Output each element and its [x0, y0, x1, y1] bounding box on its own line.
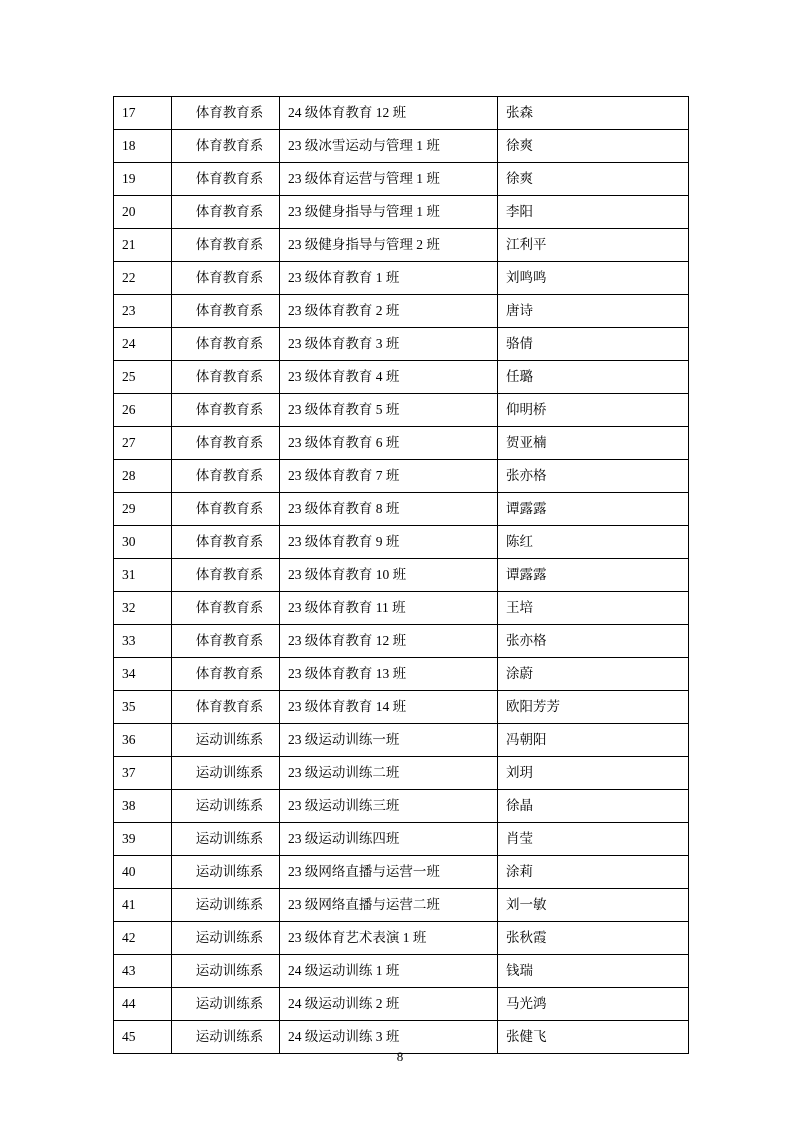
cell-class: 24 级体育教育 12 班: [280, 97, 498, 130]
cell-index: 32: [114, 592, 172, 625]
cell-index: 35: [114, 691, 172, 724]
cell-name: 唐诗: [498, 295, 689, 328]
cell-department: 体育教育系: [172, 130, 280, 163]
cell-index: 36: [114, 724, 172, 757]
cell-name: 谭露露: [498, 493, 689, 526]
table-row: [114, 889, 689, 922]
table-row: [114, 394, 689, 427]
cell-class: 23 级体育教育 1 班: [280, 262, 498, 295]
cell-name: 冯朝阳: [498, 724, 689, 757]
cell-name: 陈红: [498, 526, 689, 559]
table-row: [114, 988, 689, 1021]
table-row: [114, 658, 689, 691]
roster-table-container: [113, 96, 688, 1054]
cell-name: 涂莉: [498, 856, 689, 889]
cell-index: 42: [114, 922, 172, 955]
cell-name: 徐晶: [498, 790, 689, 823]
cell-name: 钱瑞: [498, 955, 689, 988]
table-row: [114, 163, 689, 196]
cell-index: 18: [114, 130, 172, 163]
cell-department: 体育教育系: [172, 691, 280, 724]
table-row: [114, 295, 689, 328]
cell-class: 23 级健身指导与管理 2 班: [280, 229, 498, 262]
table-row: [114, 196, 689, 229]
table-row: [114, 823, 689, 856]
cell-index: 26: [114, 394, 172, 427]
cell-class: 23 级运动训练三班: [280, 790, 498, 823]
cell-department: 运动训练系: [172, 922, 280, 955]
cell-department: 体育教育系: [172, 460, 280, 493]
cell-name: 贺亚楠: [498, 427, 689, 460]
cell-name: 张健飞: [498, 1021, 689, 1054]
cell-name: 马光鸿: [498, 988, 689, 1021]
cell-department: 体育教育系: [172, 592, 280, 625]
table-row: [114, 790, 689, 823]
cell-name: 徐爽: [498, 130, 689, 163]
cell-department: 体育教育系: [172, 361, 280, 394]
cell-department: 体育教育系: [172, 295, 280, 328]
table-row: [114, 757, 689, 790]
cell-index: 43: [114, 955, 172, 988]
cell-class: 23 级体育教育 5 班: [280, 394, 498, 427]
cell-index: 39: [114, 823, 172, 856]
cell-index: 45: [114, 1021, 172, 1054]
cell-index: 19: [114, 163, 172, 196]
cell-class: 23 级体育运营与管理 1 班: [280, 163, 498, 196]
cell-name: 任璐: [498, 361, 689, 394]
table-row: [114, 955, 689, 988]
cell-name: 刘一敏: [498, 889, 689, 922]
cell-department: 运动训练系: [172, 724, 280, 757]
cell-department: 运动训练系: [172, 790, 280, 823]
cell-index: 25: [114, 361, 172, 394]
cell-class: 23 级网络直播与运营二班: [280, 889, 498, 922]
cell-name: 刘鸣鸣: [498, 262, 689, 295]
cell-class: 23 级体育教育 10 班: [280, 559, 498, 592]
cell-class: 23 级体育艺术表演 1 班: [280, 922, 498, 955]
cell-name: 刘玥: [498, 757, 689, 790]
cell-class: 23 级运动训练一班: [280, 724, 498, 757]
table-row: [114, 559, 689, 592]
table-row: [114, 427, 689, 460]
cell-department: 体育教育系: [172, 493, 280, 526]
cell-class: 23 级运动训练二班: [280, 757, 498, 790]
cell-index: 37: [114, 757, 172, 790]
table-row: [114, 922, 689, 955]
cell-class: 23 级体育教育 11 班: [280, 592, 498, 625]
cell-class: 23 级体育教育 13 班: [280, 658, 498, 691]
cell-class: 23 级体育教育 12 班: [280, 625, 498, 658]
cell-class: 23 级运动训练四班: [280, 823, 498, 856]
cell-class: 23 级体育教育 2 班: [280, 295, 498, 328]
cell-index: 44: [114, 988, 172, 1021]
cell-name: 涂蔚: [498, 658, 689, 691]
cell-department: 运动训练系: [172, 988, 280, 1021]
cell-class: 23 级体育教育 4 班: [280, 361, 498, 394]
cell-name: 仰明桥: [498, 394, 689, 427]
cell-class: 23 级体育教育 7 班: [280, 460, 498, 493]
cell-department: 体育教育系: [172, 196, 280, 229]
table-row: [114, 592, 689, 625]
cell-index: 33: [114, 625, 172, 658]
cell-department: 体育教育系: [172, 658, 280, 691]
cell-name: 徐爽: [498, 163, 689, 196]
cell-department: 运动训练系: [172, 856, 280, 889]
cell-department: 体育教育系: [172, 97, 280, 130]
cell-index: 27: [114, 427, 172, 460]
cell-name: 李阳: [498, 196, 689, 229]
cell-index: 41: [114, 889, 172, 922]
cell-name: 张秋霞: [498, 922, 689, 955]
cell-index: 24: [114, 328, 172, 361]
roster-table-body: [114, 97, 689, 1054]
cell-class: 24 级运动训练 2 班: [280, 988, 498, 1021]
cell-department: 体育教育系: [172, 229, 280, 262]
cell-department: 体育教育系: [172, 625, 280, 658]
cell-index: 21: [114, 229, 172, 262]
cell-department: 体育教育系: [172, 163, 280, 196]
cell-index: 28: [114, 460, 172, 493]
table-row: [114, 526, 689, 559]
roster-table: [113, 96, 689, 1054]
cell-name: 肖莹: [498, 823, 689, 856]
table-row: [114, 328, 689, 361]
cell-name: 江利平: [498, 229, 689, 262]
cell-index: 29: [114, 493, 172, 526]
cell-name: 张森: [498, 97, 689, 130]
table-row: [114, 130, 689, 163]
cell-department: 运动训练系: [172, 1021, 280, 1054]
cell-index: 20: [114, 196, 172, 229]
table-row: [114, 262, 689, 295]
cell-class: 23 级体育教育 14 班: [280, 691, 498, 724]
cell-class: 23 级冰雪运动与管理 1 班: [280, 130, 498, 163]
table-row: [114, 724, 689, 757]
cell-department: 运动训练系: [172, 757, 280, 790]
cell-department: 体育教育系: [172, 526, 280, 559]
cell-department: 体育教育系: [172, 394, 280, 427]
table-row: [114, 691, 689, 724]
cell-class: 23 级体育教育 8 班: [280, 493, 498, 526]
cell-index: 30: [114, 526, 172, 559]
cell-department: 体育教育系: [172, 328, 280, 361]
cell-index: 17: [114, 97, 172, 130]
cell-index: 22: [114, 262, 172, 295]
cell-department: 体育教育系: [172, 559, 280, 592]
cell-index: 31: [114, 559, 172, 592]
table-row: [114, 625, 689, 658]
cell-name: 骆倩: [498, 328, 689, 361]
cell-index: 38: [114, 790, 172, 823]
cell-index: 23: [114, 295, 172, 328]
cell-class: 24 级运动训练 3 班: [280, 1021, 498, 1054]
table-row: [114, 856, 689, 889]
cell-class: 23 级体育教育 3 班: [280, 328, 498, 361]
cell-class: 24 级运动训练 1 班: [280, 955, 498, 988]
table-row: [114, 97, 689, 130]
table-row: [114, 361, 689, 394]
cell-name: 张亦格: [498, 460, 689, 493]
table-row: [114, 493, 689, 526]
cell-class: 23 级体育教育 6 班: [280, 427, 498, 460]
cell-class: 23 级网络直播与运营一班: [280, 856, 498, 889]
cell-name: 欧阳芳芳: [498, 691, 689, 724]
cell-department: 运动训练系: [172, 955, 280, 988]
cell-name: 张亦格: [498, 625, 689, 658]
cell-department: 运动训练系: [172, 823, 280, 856]
cell-class: 23 级体育教育 9 班: [280, 526, 498, 559]
cell-index: 40: [114, 856, 172, 889]
cell-name: 谭露露: [498, 559, 689, 592]
cell-class: 23 级健身指导与管理 1 班: [280, 196, 498, 229]
cell-department: 体育教育系: [172, 262, 280, 295]
table-row: [114, 460, 689, 493]
page-number: 8: [396, 1049, 404, 1064]
cell-index: 34: [114, 658, 172, 691]
table-row: [114, 229, 689, 262]
cell-department: 体育教育系: [172, 427, 280, 460]
cell-name: 王培: [498, 592, 689, 625]
cell-department: 运动训练系: [172, 889, 280, 922]
